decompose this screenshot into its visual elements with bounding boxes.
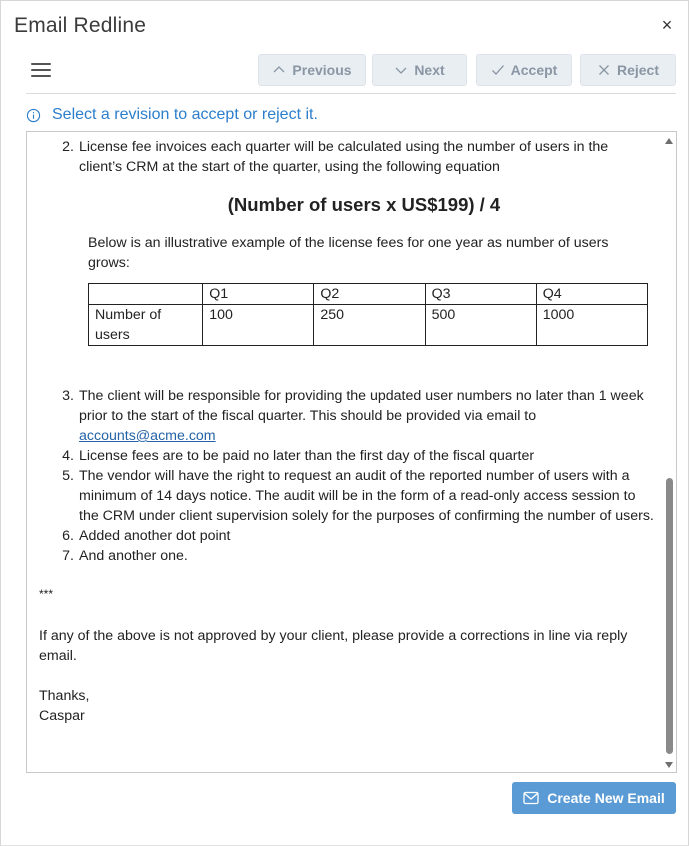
list-text: Added another dot point (79, 528, 231, 544)
table-header-row (89, 284, 648, 305)
hamburger-menu-icon[interactable] (31, 63, 51, 79)
signature: Caspar (39, 708, 85, 724)
table-row-label: Number of users (89, 305, 203, 346)
email-document-viewer[interactable] (26, 131, 677, 773)
accept-button[interactable] (476, 54, 572, 86)
next-label: Next (414, 62, 445, 78)
email-body (39, 137, 659, 726)
scroll-down-arrow-icon[interactable] (665, 762, 673, 768)
closing-paragraph: If any of the above is not approved by your client, please provide a corrections in line via reply email. (39, 628, 628, 664)
create-new-email-label: Create New Email (547, 790, 665, 806)
next-button[interactable] (372, 54, 467, 86)
info-message (26, 105, 318, 125)
list-item (39, 446, 659, 466)
x-icon (597, 63, 611, 77)
list-number: 3. (62, 388, 74, 404)
list-item (39, 546, 659, 566)
list-number: 5. (62, 468, 74, 484)
list-item (39, 386, 659, 446)
table-cell: 500 (425, 305, 536, 346)
example-text: Below is an illustrative example of the license fees for one year as number of users grows: (88, 235, 609, 271)
previous-label: Previous (292, 62, 352, 78)
license-fee-table (88, 283, 648, 346)
envelope-icon (523, 791, 539, 805)
close-icon[interactable]: × (661, 15, 673, 35)
table-header-cell: Q3 (425, 284, 536, 305)
list-text (79, 386, 654, 446)
signoff: Thanks, (39, 688, 90, 704)
pane-title: Email Redline (14, 14, 147, 37)
list-item (39, 137, 659, 177)
list-text-body: The client will be responsible for providing the updated user numbers no later than 1 week prior to the start of the fiscal quarter. This should be provided via email to (79, 388, 644, 424)
table-header-cell: Q4 (536, 284, 647, 305)
list-text: The vendor will have the right to request an audit of the reported number of users with a minimum of 14 days notice. The audit will be in the form of a read-only access session to the CRM under client supervision solely for the purposes of confirming the number of users. (79, 468, 654, 524)
scrollbar-thumb[interactable] (666, 478, 673, 754)
list-text: License fees are to be paid no later than the first day of the fiscal quarter (79, 448, 535, 464)
scroll-up-arrow-icon[interactable] (665, 138, 673, 144)
table-cell: 100 (203, 305, 314, 346)
table-header-cell (89, 284, 203, 305)
table-cell: 1000 (536, 305, 647, 346)
checkmark-icon (491, 63, 505, 77)
separator-text: *** (39, 587, 54, 601)
list-number: 7. (62, 548, 74, 564)
list-item (39, 526, 659, 546)
table-cell: 250 (314, 305, 425, 346)
list-number: 4. (62, 448, 74, 464)
accept-label: Accept (510, 62, 558, 78)
table-row (89, 305, 648, 346)
info-text: Select a revision to accept or reject it. (52, 106, 318, 123)
reject-label: Reject (616, 62, 660, 78)
divider (26, 93, 676, 94)
toolbar (1, 53, 689, 89)
list-number: 2. (62, 139, 74, 155)
previous-button[interactable] (258, 54, 366, 86)
chevron-down-icon (394, 63, 408, 77)
info-icon (26, 108, 41, 123)
create-new-email-button[interactable] (512, 782, 676, 814)
table-header-cell: Q2 (314, 284, 425, 305)
vertical-scrollbar[interactable] (662, 132, 676, 772)
list-number: 6. (62, 528, 74, 544)
chevron-up-icon (272, 63, 286, 77)
list-text: And another one. (79, 548, 188, 564)
list-item (39, 466, 659, 526)
table-header-cell: Q1 (203, 284, 314, 305)
accounts-email-link[interactable]: accounts@acme.com (79, 428, 216, 444)
reject-button[interactable] (580, 54, 676, 86)
fee-equation: (Number of users x US$199) / 4 (227, 194, 501, 215)
list-text: License fee invoices each quarter will be calculated using the number of users in the client’s CRM at the start of the quarter, using the following equation (79, 139, 609, 175)
